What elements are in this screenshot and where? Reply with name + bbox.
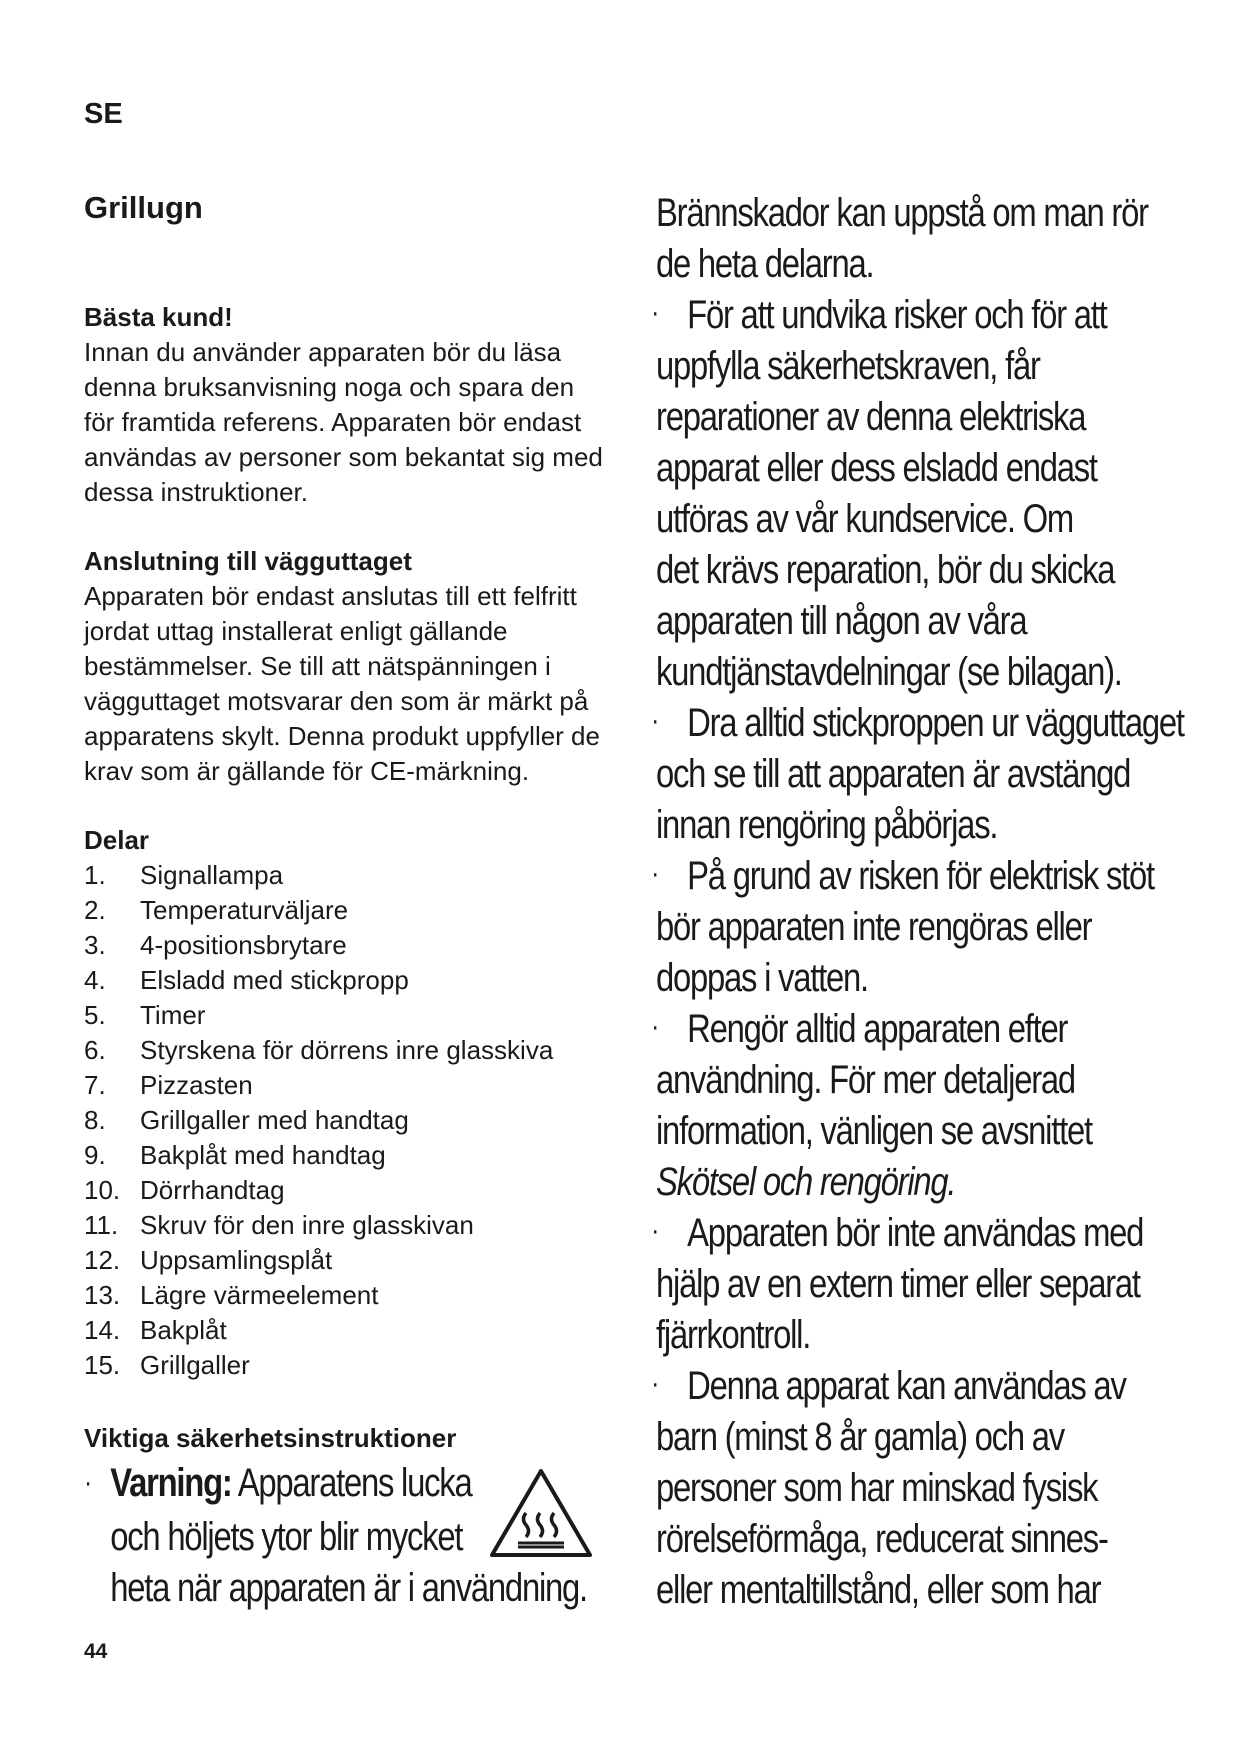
line-text: hjälp av en extern timer eller separat [656, 1262, 1140, 1306]
line-text: reparationer av denna elektriska [656, 395, 1086, 439]
part-number: 12. [84, 1245, 121, 1275]
text-line [656, 749, 1230, 800]
warning-label: Varning: [110, 1461, 232, 1505]
language-code: SE [84, 98, 123, 130]
part-label: Grillgaller [140, 1350, 250, 1380]
intro-section [84, 300, 644, 510]
line-text: Rengör alltid apparaten efter [687, 1007, 1068, 1051]
part-label: Bakplåt med handtag [140, 1140, 386, 1170]
list-item [84, 858, 644, 893]
part-label: Styrskena för dörrens inre glasskiva [140, 1035, 554, 1065]
line-text: det krävs reparation, bör du skicka [656, 548, 1115, 592]
part-number: 14. [84, 1315, 121, 1345]
line-text: barn (minst 8 år gamla) och av [656, 1415, 1064, 1459]
text-line [656, 1412, 1230, 1463]
text-line [651, 1004, 1230, 1055]
part-label: Grillgaller med handtag [140, 1105, 409, 1135]
intro-line: för framtida referens. Apparaten bör endast [84, 407, 582, 437]
connection-line: bestämmelser. Se till att nätspänningen i [84, 651, 551, 681]
connection-section [84, 544, 644, 789]
intro-line: dessa instruktioner. [84, 477, 309, 507]
line-text: innan rengöring påbörjas. [656, 803, 998, 847]
intro-line: denna bruksanvisning noga och spara den [84, 372, 575, 402]
text-line [656, 188, 1230, 239]
list-item [84, 1173, 644, 1208]
part-number: 8. [84, 1105, 106, 1135]
line-text: användning. För mer detaljerad [656, 1058, 1075, 1102]
connection-heading: Anslutning till vägguttaget [84, 546, 412, 576]
bullet: · [651, 1010, 659, 1043]
line-text: apparaten till någon av våra [656, 599, 1027, 643]
part-label: Dörrhandtag [140, 1175, 285, 1205]
bullet: · [651, 1367, 659, 1400]
warning-block [84, 1458, 704, 1614]
text-line [651, 290, 1230, 341]
warning-line: heta när apparaten är i användning. [110, 1566, 587, 1610]
line-text: uppfylla säkerhetskraven, får [656, 344, 1040, 388]
line-text: apparat eller dess elsladd endast [656, 446, 1097, 490]
text-line [656, 494, 1230, 545]
text-line [656, 1565, 1230, 1616]
list-item [84, 1243, 644, 1278]
text-line [656, 545, 1230, 596]
part-number: 4. [84, 965, 106, 995]
list-item [84, 963, 644, 998]
list-item [84, 1348, 644, 1383]
line-text: På grund av risken för elektrisk stöt [687, 854, 1154, 898]
part-number: 15. [84, 1350, 121, 1380]
text-line [656, 800, 1230, 851]
connection-line: jordat uttag installerat enligt gällande [84, 616, 508, 646]
line-text: bör apparaten inte rengöras eller [656, 905, 1092, 949]
text-line [651, 698, 1230, 749]
text-line [651, 851, 1230, 902]
parts-heading: Delar [84, 825, 150, 855]
line-text: rörelseförmåga, reducerat sinnes- [656, 1517, 1108, 1561]
connection-line: Apparaten bör endast anslutas till ett felfritt [84, 581, 577, 611]
text-line [656, 1463, 1230, 1514]
part-number: 1. [84, 860, 106, 890]
page-title: Grillugn [84, 190, 203, 225]
part-number: 7. [84, 1070, 106, 1100]
text-line [651, 1208, 1230, 1259]
text-line [656, 341, 1230, 392]
text-line [656, 1106, 1230, 1157]
line-text: Dra alltid stickproppen ur vägguttaget [687, 701, 1184, 745]
part-number: 13. [84, 1280, 121, 1310]
connection-line: apparatens skylt. Denna produkt uppfyller de [84, 721, 600, 751]
text-line [651, 1361, 1230, 1412]
part-number: 9. [84, 1140, 106, 1170]
connection-line: krav som är gällande för CE-märkning. [84, 756, 530, 786]
part-label: Pizzasten [140, 1070, 253, 1100]
page-number: 44 [84, 1640, 108, 1663]
right-column [651, 188, 1241, 1616]
part-number: 3. [84, 930, 106, 960]
part-label: Elsladd med stickpropp [140, 965, 409, 995]
line-text: information, vänligen se avsnittet [656, 1109, 1092, 1153]
list-item [84, 1068, 644, 1103]
line-text: Denna apparat kan användas av [687, 1364, 1126, 1408]
intro-line: Innan du använder apparaten bör du läsa [84, 337, 562, 367]
list-item [84, 1103, 644, 1138]
line-text: utföras av vår kundservice. Om [656, 497, 1074, 541]
part-label: Temperaturväljare [140, 895, 349, 925]
line-text: För att undvika risker och för att [687, 293, 1107, 337]
bullet: · [651, 704, 659, 737]
hot-surface-icon [488, 1467, 594, 1559]
part-label: Bakplåt [140, 1315, 227, 1345]
list-item [84, 1208, 644, 1243]
text-line [656, 443, 1230, 494]
part-number: 5. [84, 1000, 106, 1030]
intro-line: användas av personer som bekantat sig med [84, 442, 603, 472]
line-text: fjärrkontroll. [656, 1313, 811, 1357]
bullet: · [84, 1466, 91, 1499]
list-item [84, 1033, 644, 1068]
bullet: · [651, 1214, 659, 1247]
text-line [656, 392, 1230, 443]
parts-section [84, 823, 644, 1383]
text-line [656, 1259, 1230, 1310]
text-line [656, 596, 1230, 647]
warning-line: och höljets ytor blir mycket [110, 1515, 463, 1559]
line-text: eller mentaltillstånd, eller som har [656, 1568, 1101, 1612]
parts-list [84, 858, 644, 1383]
text-line [656, 953, 1230, 1004]
line-text: kundtjänstavdelningar (se bilagan). [656, 650, 1122, 694]
text-line [656, 902, 1230, 953]
warning-line: Apparatens lucka [237, 1461, 472, 1505]
list-item [84, 928, 644, 963]
bullet: · [651, 857, 659, 890]
list-item [84, 1313, 644, 1348]
line-text: de heta delarna. [656, 242, 874, 286]
part-number: 11. [84, 1210, 119, 1240]
safety-heading: Viktiga säkerhetsinstruktioner [84, 1423, 457, 1453]
part-number: 2. [84, 895, 106, 925]
text-line [656, 1157, 1230, 1208]
part-label: 4-positionsbrytare [140, 930, 347, 960]
list-item [84, 1138, 644, 1173]
text-line [656, 1310, 1230, 1361]
part-label: Signallampa [140, 860, 284, 890]
list-item [84, 1278, 644, 1313]
bullet: · [651, 296, 659, 329]
intro-heading: Bästa kund! [84, 302, 233, 332]
line-text: doppas i vatten. [656, 956, 868, 1000]
connection-line: vägguttaget motsvarar den som är märkt på [84, 686, 589, 716]
part-label: Uppsamlingsplåt [140, 1245, 333, 1275]
line-text: och se till att apparaten är avstängd [656, 752, 1131, 796]
line-text: Apparaten bör inte användas med [687, 1211, 1144, 1255]
text-line [656, 239, 1230, 290]
part-label: Skruv för den inre glasskivan [140, 1210, 474, 1240]
text-line [656, 647, 1230, 698]
part-label: Timer [140, 1000, 206, 1030]
part-number: 10. [84, 1175, 121, 1205]
text-line [656, 1514, 1230, 1565]
part-number: 6. [84, 1035, 106, 1065]
line-text: personer som har minskad fysisk [656, 1466, 1098, 1510]
part-label: Lägre värmeelement [140, 1280, 379, 1310]
list-item [84, 998, 644, 1033]
line-text: Brännskador kan uppstå om man rör [656, 191, 1148, 235]
text-line [656, 1055, 1230, 1106]
list-item [84, 893, 644, 928]
line-text: Skötsel och rengöring. [656, 1160, 956, 1204]
